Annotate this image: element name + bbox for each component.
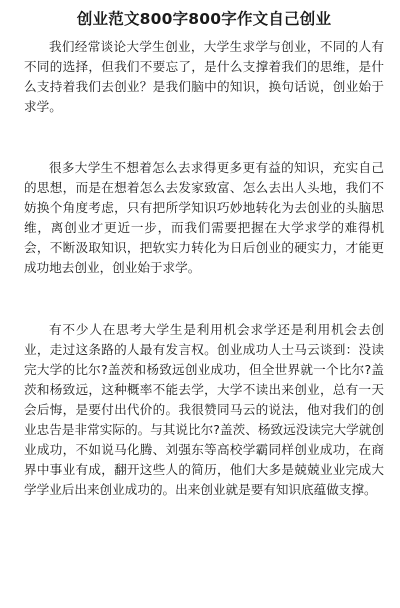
paragraph-2: 很多大学生不想着怎么去求得更多更有益的知识，充实自己的思想，而是在想着怎么去发家致富、怎么去出人头地，我们不妨换个角度考虑，只有把所学知识巧妙地转化为去创业的头脑思维，离创业才更近一步，而我们需要把握在大学求学的难得机会，不断汲取知识，把软实力转化为日后创业的硬实力，才能更成功地去创业，创业始于求学。 [24,160,384,275]
paragraph-3: 有不少人在思考大学生是利用机会求学还是利用机会去创业，走过这条路的人最有发言权。创业成功人士马云谈到：没读完大学的比尔?盖茨和杨致远创业成功，但全世界就一个比尔?盖茨和杨致远，这种概率不能去学，大学不读出来创业，总有一天会后悔，是要付出代价的。我很赞同马云的说法，他对我们的创业忠告是非常实际的。与其说比尔?盖茨、杨致远没读完大学就创业成功，不如说马化腾、刘强东等高校学霸同样创业成功，在商界中事业有成，翻开这些人的简历，他们大多是兢兢业业完成大学学业后出来创业成功的。出来创业就是要有知识底蕴做支撑。 [24,322,384,497]
paragraph-spacer [24,278,384,320]
paragraph-1: 我们经常谈论大学生创业，大学生求学与创业，不同的人有不同的选择，但我们不要忘了，是什么支撑着我们的思维，是什么支持着我们去创业？是我们脑中的知识，换句话说，创业始于求学。 [24,39,384,114]
paragraph-spacer [24,117,384,158]
document-title: 创业范文800字800字作文自己创业 [76,10,332,28]
